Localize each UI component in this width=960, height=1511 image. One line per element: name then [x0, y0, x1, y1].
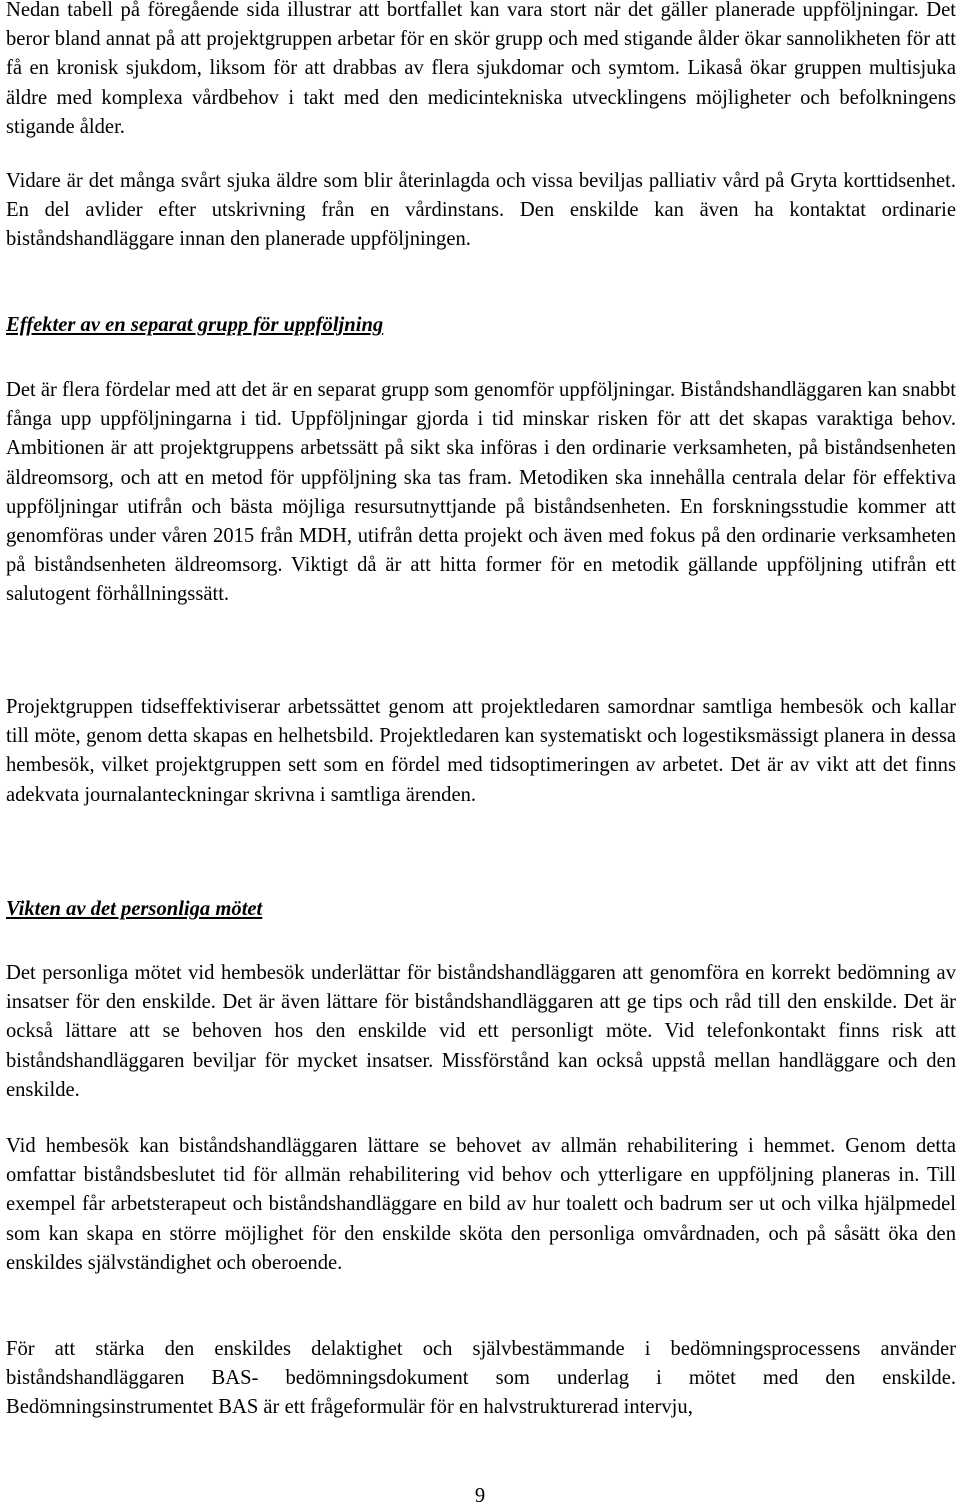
paragraph-home-visit-assessment: Det personliga mötet vid hembesök underlättar för biståndshandläggaren att genomföra en korrekt bedömning av insatser för den enskilde. Det är även lättare för biståndshandläggaren att ge tips och råd till den enskilde. Det är också lättare att se behoven hos den enskilde vid ett personligt möte. Vid telefonkontakt finns risk att biståndshandläggaren beviljar för mycket insatser. Missförstånd kan också uppstå mellan handläggare och den enskilde.	[6, 962, 956, 1101]
paragraph-readmissions: Vidare är det många svårt sjuka äldre som blir återinlagda och vissa beviljas palliativ vård på Gryta korttidsenhet. En del avlider efter utskrivning från en vårdinstans. Den enskilde kan även ha kontaktat ordinarie biståndshandläggare innan den planerade uppföljningen.	[6, 170, 956, 251]
heading-separate-group-effects: Effekter av en separat grupp för uppföljning	[6, 314, 384, 336]
paragraph-dropout-explanation: Nedan tabell på föregående sida illustrar att bortfallet kan vara stort när det gäller planerade uppföljningar. Det beror bland annat på att projektgruppen arbetar för en skör grupp och med stigande ålder ökar sannolikheten för att få en kronisk sjukdom, liksom för att drabbas av flera sjukdomar och symtom. Likaså ökar gruppen multisjuka äldre med komplexa vårdbehov i takt med den medicintekniska utvecklingens möjligheter och befolkningens stigande ålder.	[6, 0, 956, 138]
page-number: 9	[474, 1485, 486, 1507]
paragraph-separate-group-benefits: Det är flera fördelar med att det är en separat grupp som genomför uppföljningar. Biståndshandläggaren kan snabbt fånga upp uppföljningarna i tid. Uppföljningar gjorda i tid minskar risken för att det skapas varaktiga behov. Ambitionen är att projektgruppens arbetssätt på sikt ska införas i den ordinarie verksamheten, på biståndsenheten äldreomsorg, och att en metod för uppföljning ska tas fram. Metodiken ska innehålla centrala delar för effektiva uppföljningar utifrån och bästa möjliga resursutnyttjande på biståndsenheten. En forskningsstudie kommer att genomföras under våren 2015 från MDH, utifrån detta projekt och även med fokus på den ordinarie verksamheten på biståndsenheten äldreomsorg. Viktigt då är att hitta former för en metodik gällande uppföljning utifrån ett salutogent förhållningssätt.	[6, 379, 956, 606]
paragraph-bas-assessment: För att stärka den enskildes delaktighet och självbestämmande i bedömningsprocessens använder biståndshandläggaren BAS- bedömningsdokument som underlag i mötet med den enskilde. Bedömningsinstrumentet BAS är ett frågeformulär för en halvstrukturerad intervju,	[6, 1338, 956, 1419]
heading-personal-meeting: Vikten av det personliga mötet	[6, 898, 263, 920]
paragraph-rehabilitation: Vid hembesök kan biståndshandläggaren lättare se behovet av allmän rehabilitering i hemmet. Genom detta omfattar biståndsbeslutet tid för allmän rehabilitering vid behov och ytterligare en uppföljning planeras in. Till exempel får arbetsterapeut och biståndshandläggare en bild av hur toalett och badrum ser ut och vilka hjälpmedel som kan skapa en större möjlighet för den enskilde sköta den personliga omvårdnaden, och på såsätt öka den enskildes självständighet och oberoende.	[6, 1135, 956, 1274]
paragraph-time-efficiency: Projektgruppen tidseffektiviserar arbetssättet genom att projektledaren samordnar samtliga hembesök och kallar till möte, genom detta skapas en helhetsbild. Projektledaren kan systematiskt och logestiksmässigt planera in dessa hembesök, vilket projektgruppen sett som en fördel med tidsoptimeringen av arbetet. Det är av vikt att det finns adekvata journalanteckningar skrivna i samtliga ärenden.	[6, 696, 956, 806]
